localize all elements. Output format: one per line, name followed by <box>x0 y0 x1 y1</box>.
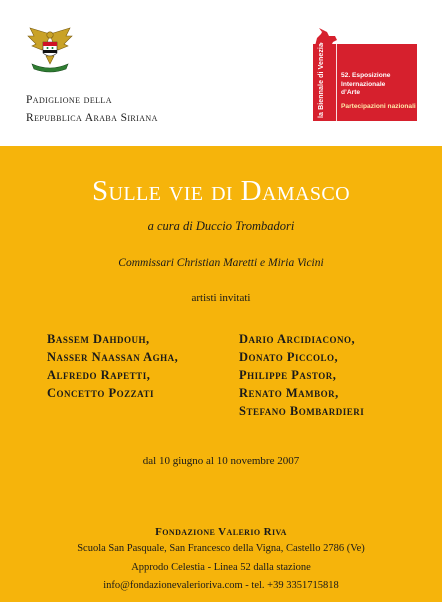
transport-info: Approdo Celestia - Linea 52 dalla stazione <box>131 562 311 573</box>
artist-name: Nasser Naassan Agha, <box>47 350 179 364</box>
artist-name: Donato Piccolo, <box>239 350 339 364</box>
artist-name: Bassem Dahdouh, <box>47 332 150 346</box>
venue-address: Scuola San Pasquale, San Francesco della Vigna, Castello 2786 (Ve) <box>77 543 365 554</box>
artists-list-left <box>47 330 178 402</box>
organization-name: Fondazione Valerio Riva <box>155 526 287 538</box>
exhibition-title: Sulle vie di Damasco <box>92 175 350 207</box>
artist-name: Philippe Pastor, <box>239 368 337 382</box>
biennale-vertical-text: la Biennale di Venezia <box>318 43 325 118</box>
biennale-line-3: d’Arte <box>341 89 361 96</box>
syrian-eagle-emblem-icon <box>24 26 76 74</box>
commissioners-line: Commissari Christian Maretti e Miria Vicini <box>118 257 324 269</box>
artist-name: Concetto Pozzati <box>47 386 154 400</box>
biennale-line-2: Internazionale <box>341 80 386 88</box>
artist-name: Dario Arcidiacono, <box>239 332 356 346</box>
curator-line: a cura di Duccio Trombadori <box>147 219 295 233</box>
pavilion-line-1: Padiglione della <box>26 94 112 106</box>
biennale-subtitle: Partecipazioni nazionali <box>341 103 416 110</box>
pavilion-title <box>26 91 158 127</box>
biennale-divider <box>336 44 337 121</box>
header-area <box>0 0 442 146</box>
contact-info: info@fondazionevaleriorivа.com - tel. +39 3351715818 <box>103 580 339 591</box>
pavilion-line-2: Repubblica Araba Siriana <box>26 112 158 124</box>
invited-artists-label: artisti invitati <box>191 292 251 304</box>
artist-name: Alfredo Rapetti, <box>47 368 151 382</box>
artist-name: Stefano Bombardieri <box>239 404 365 418</box>
biennale-line-1: 52. Esposizione <box>341 72 391 79</box>
artist-name: Renato Mambor, <box>239 386 339 400</box>
artists-list-right <box>239 330 364 420</box>
biennale-exhibition-text <box>341 72 390 98</box>
exhibition-dates: dal 10 giugno al 10 novembre 2007 <box>142 455 300 467</box>
